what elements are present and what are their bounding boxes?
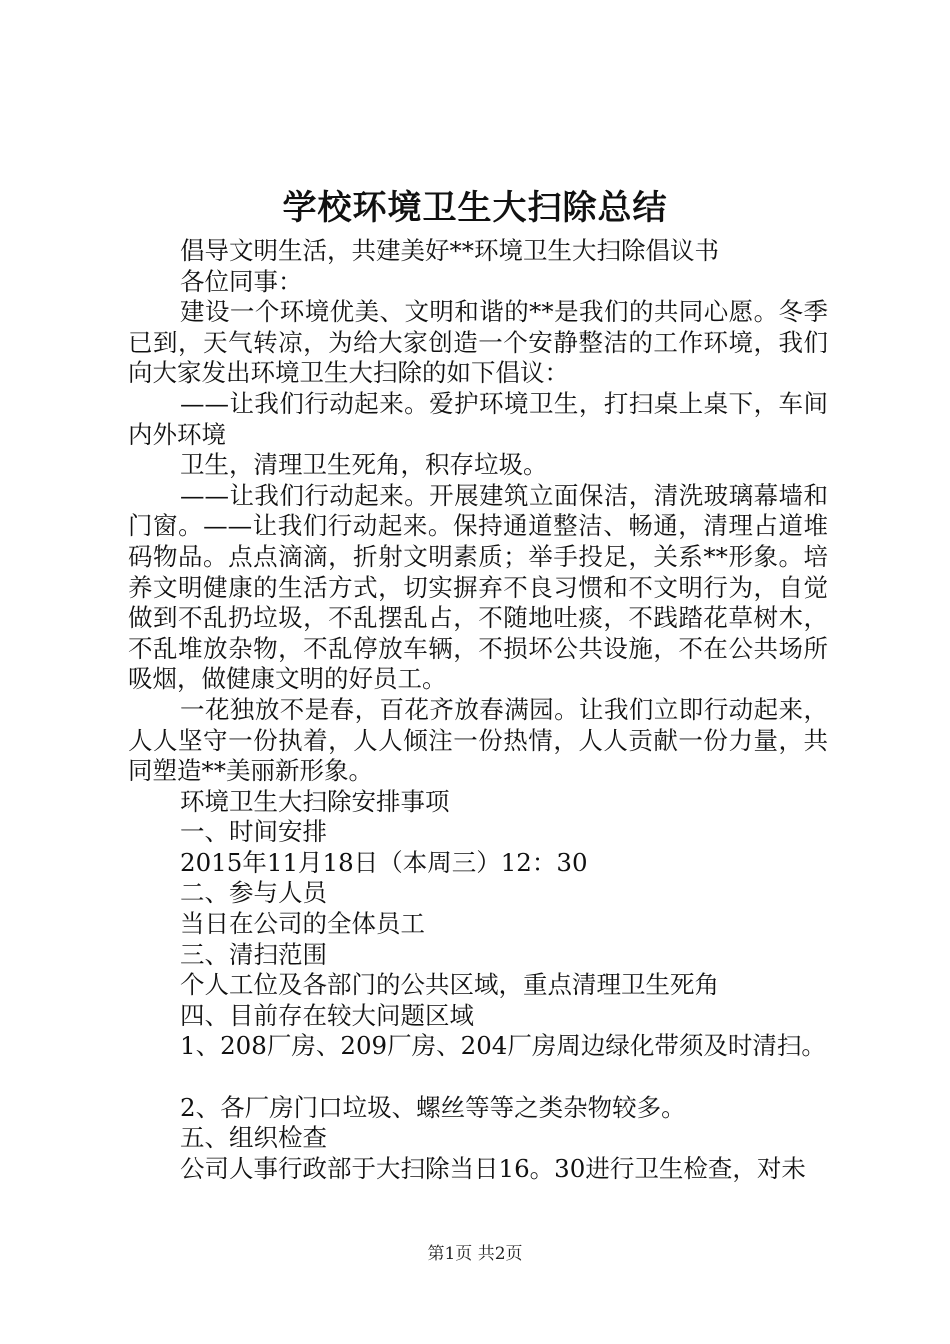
paragraph-action-1: ——让我们行动起来。爱护环境卫生，打扫桌上桌下，车间内外环境 [128,388,828,449]
page-title: 学校环境卫生大扫除总结 [282,188,668,228]
blank-line [128,1062,828,1093]
paragraph-problem-1: 1、208厂房、209厂房、204厂房周边绿化带须及时清扫。 [180,1031,826,1061]
paragraph-scope: 个人工位及各部门的公共区域，重点清理卫生死角 [180,970,719,1000]
section-heading-scope: 三、清扫范围 [180,939,327,969]
section-heading-arrangement: 环境卫生大扫除安排事项 [180,786,450,816]
paragraph-action-1-cont: 卫生，清理卫生死角，积存垃圾。 [180,450,548,480]
paragraph-time: 2015年11月18日（本周三）12：30 [180,847,588,877]
section-heading-inspection: 五、组织检查 [180,1123,327,1153]
paragraph-intro: 建设一个环境优美、文明和谐的**是我们的共同心愿。冬季已到，天气转凉，为给大家创造一个安静整洁的工作环境，我们向大家发出环境卫生大扫除的如下倡议： [128,297,828,388]
section-heading-problem-areas: 四、目前存在较大问题区域 [180,1000,474,1030]
paragraph-participants: 当日在公司的全体员工 [180,909,425,939]
paragraph-inspection: 公司人事行政部于大扫除当日16。30进行卫生检查，对未 [180,1153,806,1183]
section-heading-time: 一、时间安排 [180,817,327,847]
paragraph-action-2: ——让我们行动起来。开展建筑立面保洁，清洗玻璃幕墙和门窗。——让我们行动起来。保持通道整洁、畅通，清理占道堆码物品。点点滴滴，折射文明素质；举手投足，关系**形象。培养文明健康的生活方式，切实摒弃不良习惯和不文明行为，自觉做到不乱扔垃圾，不乱摆乱占，不随地吐痰，不践踏花草树木，不乱堆放杂物，不乱停放车辆，不损坏公共设施，不在公共场所吸烟，做健康文明的好员工。 [128,480,828,694]
paragraph-closing: 一花独放不是春，百花齐放春满园。让我们立即行动起来，人人坚守一份执着，人人倾注一份热情，人人贡献一份力量，共同塑造**美丽新形象。 [128,694,828,786]
paragraph-initiative-heading: 倡导文明生活，共建美好**环境卫生大扫除倡议书 [180,236,719,265]
page-footer: 第1页 共2页 [427,1244,523,1264]
document-body [128,236,828,1184]
section-heading-participants: 二、参与人员 [180,878,327,908]
paragraph-salutation: 各位同事： [180,266,303,296]
paragraph-problem-2: 2、各厂房门口垃圾、螺丝等等之类杂物较多。 [180,1092,686,1122]
